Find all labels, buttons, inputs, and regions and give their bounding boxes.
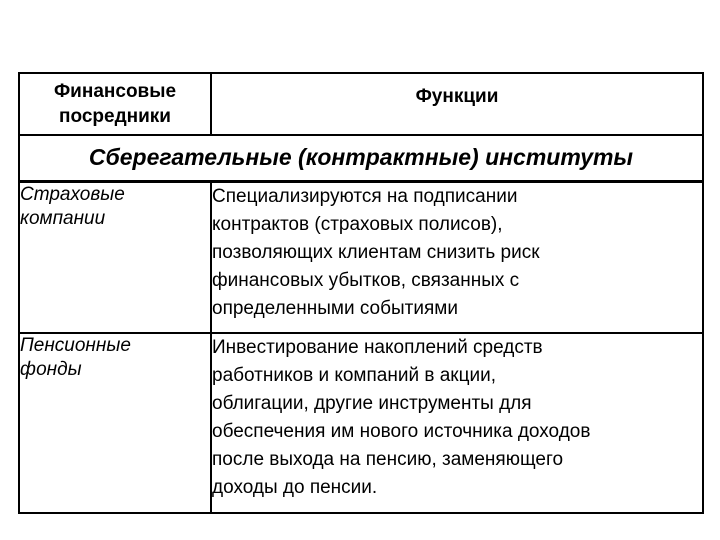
function-line: позволяющих клиентам снизить риск (212, 241, 540, 263)
institution-function-cell (211, 181, 703, 333)
function-line: определенными событиями (212, 297, 458, 319)
function-line: после выхода на пенсию, заменяющего (212, 449, 564, 470)
function-line: работников и компаний в акции, (212, 365, 496, 386)
institution-name-line: Пенсионные (20, 335, 131, 356)
header-col1-line: Финансовые (53, 81, 177, 102)
institution-name-cell (19, 181, 211, 333)
function-line: обеспечения им нового источника доходов (212, 421, 591, 442)
function-line: доходы до пенсии. (212, 477, 378, 498)
header-col2-text: Функции (415, 86, 499, 107)
function-line: контрактов (страховых полисов), (212, 213, 503, 235)
header-financial-intermediaries (19, 73, 211, 135)
institution-name-line: фонды (20, 359, 82, 380)
function-line: Инвестирование накоплений средств (212, 337, 543, 358)
institution-name-cell (19, 333, 211, 513)
institution-function-cell (211, 333, 703, 513)
table-row (19, 181, 703, 333)
financial-intermediaries-table (18, 72, 704, 514)
function-line: Специализируются на подписании (212, 185, 518, 207)
function-line: финансовых убытков, связанных с (212, 269, 520, 291)
institution-name-line: компании (20, 207, 106, 229)
function-line: облигации, другие инструменты для (212, 393, 532, 414)
section-row (19, 135, 703, 181)
institution-name-line: Страховые (20, 183, 125, 205)
header-col1-line: посредники (59, 106, 171, 127)
section-title: Сберегательные (контрактные) институты (19, 135, 703, 181)
table-header-row (19, 73, 703, 135)
table-row (19, 333, 703, 513)
header-functions (211, 73, 703, 135)
